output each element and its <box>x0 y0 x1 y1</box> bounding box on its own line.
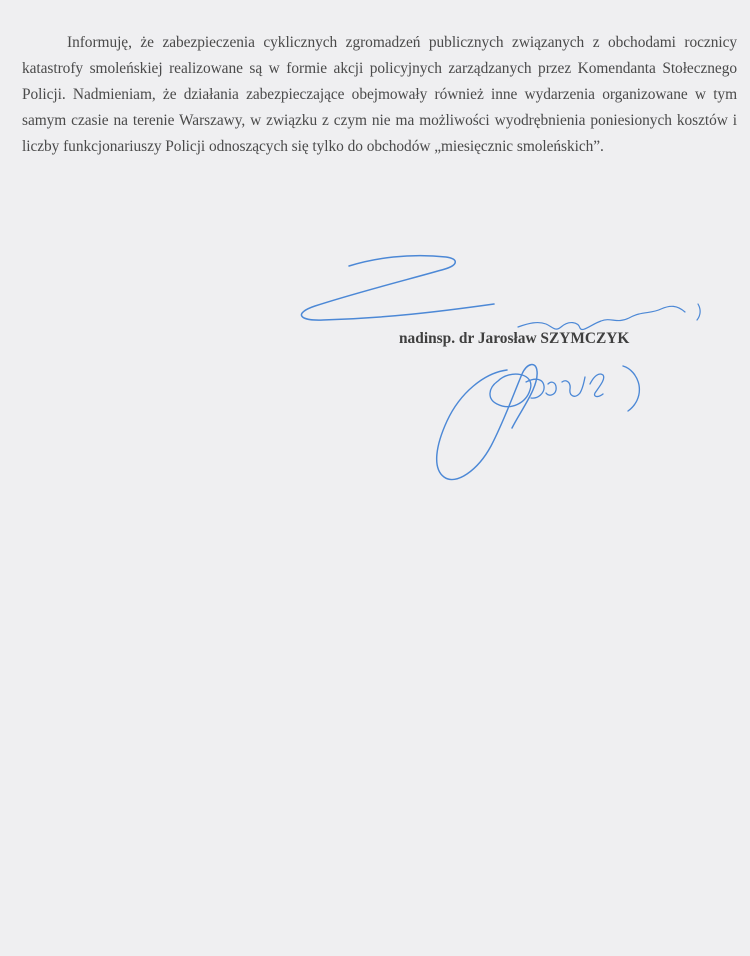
letter-paragraph: Informuję, że zabezpieczenia cyklicznych zgromadzeń publicznych związanych z obchodami rocznicy katastrofy smoleńskiej realizowane są w formie akcji policyjnych zarządzanych przez Komendanta Stołecznego Policji. Nadmieniam, że działania zabezpieczające obejmowały również inne wydarzenia organizowane w tym samym czasie na terenie Warszawy, w związku z czym nie ma możliwości wyodrębnienia poniesionych kosztów i liczby funkcjonariuszy Policji odnoszących się tylko do obchodów „miesięcznic smoleńskich”. <box>22 34 737 155</box>
handwritten-comma-stroke <box>697 304 700 320</box>
signer-name: nadinsp. dr Jarosław SZYMCZYK <box>399 330 630 347</box>
signature-tail-stroke <box>623 366 639 411</box>
signature-main-loop <box>437 365 537 480</box>
signature-lettering <box>526 374 604 398</box>
handwritten-closing-stroke <box>518 306 685 329</box>
handwritten-z-stroke <box>301 256 494 320</box>
signature-inner-loop <box>490 374 531 407</box>
